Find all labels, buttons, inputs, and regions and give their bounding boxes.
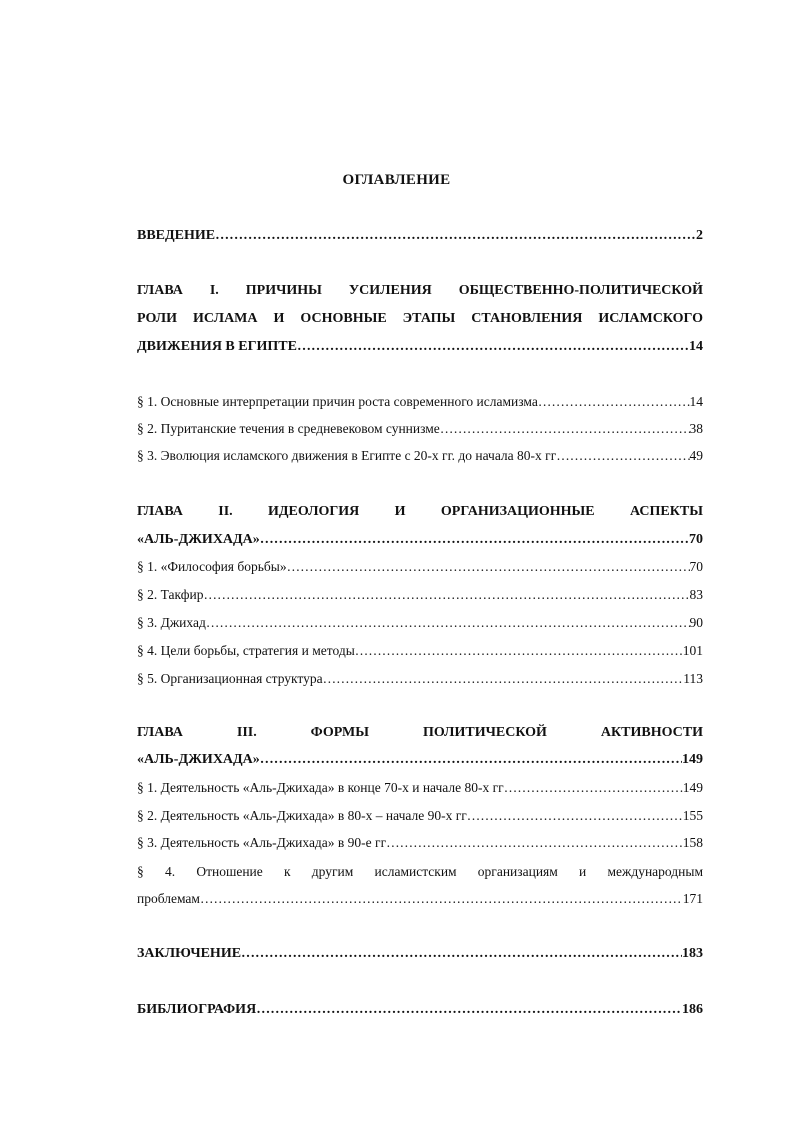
toc-leader-dots <box>256 1000 682 1020</box>
toc-entry-intro[interactable] <box>137 226 703 246</box>
toc-entry-chapter-1[interactable] <box>137 337 703 357</box>
chapter-1-heading-line-2[interactable]: РОЛИ ИСЛАМА И ОСНОВНЫЕ ЭТАПЫ СТАНОВЛЕНИЯ ИСЛАМСКОГО <box>137 311 703 326</box>
toc-page-number: 158 <box>682 835 703 850</box>
toc-page-number: 90 <box>689 615 703 630</box>
toc-leader-dots <box>386 833 683 853</box>
toc-page-number: 155 <box>682 808 703 823</box>
toc-leader-dots <box>203 585 689 605</box>
toc-leader-dots <box>504 778 683 798</box>
toc-leader-dots <box>215 226 696 246</box>
toc-page-number: 101 <box>682 643 703 658</box>
toc-page-number: 183 <box>682 946 703 961</box>
toc-entry-chapter-3[interactable] <box>137 750 703 770</box>
toc-entry-ch3-sec2[interactable] <box>137 806 703 826</box>
toc-leader-dots <box>200 889 683 909</box>
toc-page-number: 113 <box>683 671 703 686</box>
toc-entry-label: § 5. Организационная структура <box>137 671 323 686</box>
toc-entry-chapter-2[interactable] <box>137 530 703 550</box>
toc-leader-dots <box>260 750 682 770</box>
toc-entry-label: § 2. Пуританские течения в средневековом суннизме <box>137 421 440 436</box>
toc-leader-dots <box>206 613 690 633</box>
toc-page-number: 14 <box>689 394 703 409</box>
toc-entry-label: БИБЛИОГРАФИЯ <box>137 1002 257 1017</box>
toc-entry-ch2-sec2[interactable] <box>137 585 703 605</box>
toc-entry-bibliography[interactable] <box>137 1000 703 1020</box>
toc-entry-label: ВВЕДЕНИЕ <box>137 228 216 243</box>
toc-leader-dots <box>556 446 689 466</box>
toc-leader-dots <box>440 419 690 439</box>
toc-entry-label: ДВИЖЕНИЯ В ЕГИПТЕ <box>137 339 297 354</box>
chapter-3-heading-line-1[interactable]: ГЛАВА III. ФОРМЫ ПОЛИТИЧЕСКОЙ АКТИВНОСТИ <box>137 725 703 740</box>
toc-entry-conclusion[interactable] <box>137 944 703 964</box>
toc-leader-dots <box>287 557 690 577</box>
toc-entry-label: проблемам <box>137 891 200 906</box>
toc-entry-ch2-sec3[interactable] <box>137 613 703 633</box>
toc-entry-label: «АЛЬ-ДЖИХАДА» <box>137 532 260 547</box>
toc-leader-dots <box>467 806 683 826</box>
toc-entry-ch2-sec4[interactable] <box>137 641 703 661</box>
toc-entry-label: § 3. Эволюция исламского движения в Египте с 20-х гг. до начала 80-х гг <box>137 448 557 463</box>
toc-entry-label: ЗАКЛЮЧЕНИЕ <box>137 946 242 961</box>
toc-leader-dots <box>241 944 682 964</box>
toc-entry-ch3-sec1[interactable] <box>137 778 703 798</box>
toc-page-number: 38 <box>689 421 703 436</box>
toc-entry-ch3-sec4[interactable] <box>137 889 703 909</box>
toc-entry-ch1-sec2[interactable] <box>137 419 703 439</box>
toc-leader-dots <box>297 337 689 357</box>
toc-entry-ch1-sec1[interactable] <box>137 392 703 412</box>
toc-entry-label: «АЛЬ-ДЖИХАДА» <box>137 752 260 767</box>
toc-entry-label: § 3. Деятельность «Аль-Джихада» в 90-е гг <box>137 835 387 850</box>
toc-page-number: 83 <box>689 587 703 602</box>
toc-page-number: 70 <box>689 532 703 547</box>
toc-page-number: 186 <box>682 1002 703 1017</box>
page-title: ОГЛАВЛЕНИЕ <box>342 172 451 188</box>
toc-entry-ch3-sec4-line-1[interactable]: § 4. Отношение к другим исламистским организациям и международным <box>137 864 703 879</box>
chapter-2-heading-line-1[interactable]: ГЛАВА II. ИДЕОЛОГИЯ И ОРГАНИЗАЦИОННЫЕ АСПЕКТЫ <box>137 504 703 519</box>
toc-page-number: 49 <box>689 448 703 463</box>
toc-entry-ch1-sec3[interactable] <box>137 446 703 466</box>
toc-entry-label: § 1. Деятельность «Аль-Джихада» в конце 70-х и начале 80-х гг <box>137 780 504 795</box>
toc-entry-ch3-sec3[interactable] <box>137 833 703 853</box>
toc-leader-dots <box>355 641 683 661</box>
toc-entry-label: § 1. Основные интерпретации причин роста современного исламизма <box>137 394 538 409</box>
toc-page-number: 171 <box>682 891 703 906</box>
toc-entry-label: § 4. Цели борьбы, стратегия и методы <box>137 643 355 658</box>
toc-entry-ch2-sec5[interactable] <box>137 669 703 689</box>
toc-page-number: 14 <box>689 339 703 354</box>
chapter-1-heading-line-1[interactable]: ГЛАВА I. ПРИЧИНЫ УСИЛЕНИЯ ОБЩЕСТВЕННО-ПОЛИТИЧЕСКОЙ <box>137 283 703 298</box>
toc-page-number: 2 <box>696 228 703 243</box>
toc-page-number: 70 <box>689 559 703 574</box>
toc-entry-ch2-sec1[interactable] <box>137 557 703 577</box>
toc-page-number: 149 <box>682 752 703 767</box>
toc-leader-dots <box>260 530 689 550</box>
toc-entry-label: § 2. Такфир <box>137 587 204 602</box>
toc-leader-dots <box>538 392 690 412</box>
toc-entry-label: § 1. «Философия борьбы» <box>137 559 287 574</box>
toc-entry-label: § 2. Деятельность «Аль-Джихада» в 80-х – начале 90-х гг <box>137 808 467 823</box>
toc-page-number: 149 <box>682 780 703 795</box>
toc-leader-dots <box>323 669 684 689</box>
toc-entry-label: § 3. Джихад <box>137 615 206 630</box>
